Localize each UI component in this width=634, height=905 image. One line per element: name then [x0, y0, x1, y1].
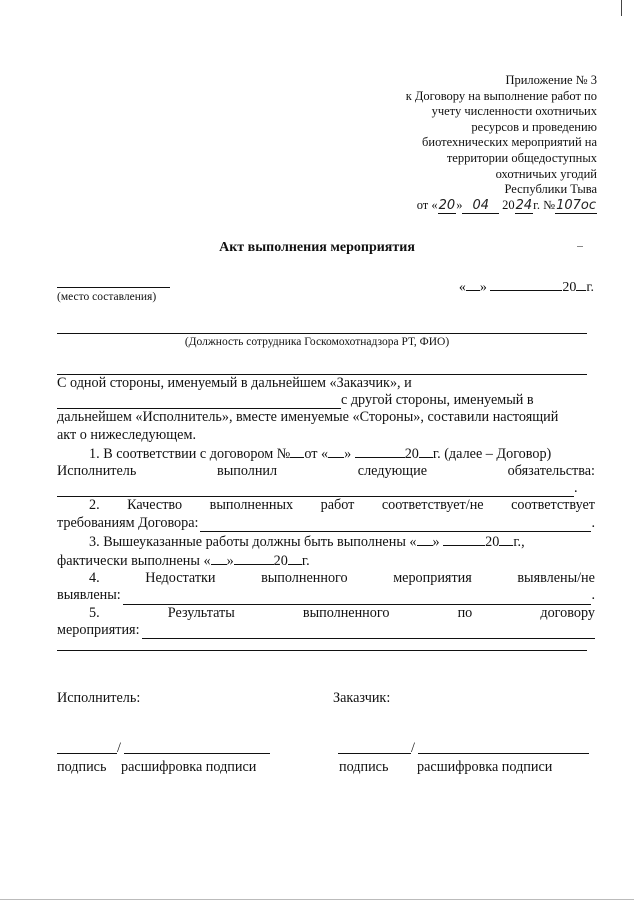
act-date-open: « [458, 280, 466, 295]
customer-slash: / [411, 740, 415, 756]
executor-sign-label: подпись [57, 759, 107, 775]
item-1-line-2 [57, 463, 595, 480]
appendix-date-line [367, 198, 597, 214]
act-date-month-blank [490, 277, 562, 291]
official-blank-line [57, 333, 587, 334]
appendix-date-month: 04 [462, 199, 499, 214]
item-1-period: . [574, 480, 578, 497]
appendix-date-day: 20 [438, 197, 456, 213]
document-title: Акт выполнения мероприятия [219, 240, 415, 255]
item-1-text-c: » [344, 445, 352, 462]
planned-day-blank [417, 532, 433, 546]
appendix-line-1: Приложение № 3 [505, 73, 597, 87]
item-1-text-b: от « [304, 445, 329, 462]
item-5-word-5: договору [540, 604, 595, 621]
appendix-date-prefix: от « [416, 197, 438, 212]
item-3-text-c: 20 [485, 533, 500, 550]
act-date-year-blank [576, 277, 586, 291]
appendix-date-year: 24 [515, 197, 533, 213]
act-date-close: » [479, 280, 487, 295]
scan-edge-line [0, 899, 634, 900]
item-3-text-a: 3. Вышеуказанные работы должны быть выполнены « [89, 533, 417, 550]
contract-year-blank [419, 444, 433, 458]
item-1-word-3: следующие [357, 463, 427, 480]
customer-label: Заказчик: [333, 690, 391, 706]
act-date-day-blank [466, 277, 480, 291]
act-date [459, 277, 594, 296]
appendix-line-6: территории общедоступных [446, 150, 597, 165]
item-1-line-1 [57, 444, 595, 463]
item-2-word-2: Качество [127, 497, 183, 514]
item-5-word-2: Результаты [167, 604, 235, 621]
item-5-word-3: выполненного [302, 604, 390, 621]
planned-year-blank [499, 532, 513, 546]
item-5-word-1: 5. [89, 604, 100, 621]
appendix-year-prefix: 20 [502, 197, 515, 212]
item-3-line-1 [57, 532, 595, 551]
item-3-text-b: » [432, 533, 440, 550]
item-5-label: мероприятия: [57, 621, 140, 638]
place-label: (место составления) [57, 291, 157, 303]
executor-decode-label: расшифровка подписи [121, 759, 257, 775]
customer-signature-line [338, 753, 411, 754]
item-2-word-4: работ [320, 497, 355, 514]
actual-year-blank [288, 551, 302, 565]
scan-speck [577, 246, 583, 247]
item-2-word-5: соответствует/не [381, 497, 484, 514]
item-4-blank [123, 591, 592, 605]
item-5-blank [142, 625, 595, 639]
body-paragraph-4: акт о нижеследующем. [57, 426, 196, 443]
results-extra-line [57, 650, 587, 651]
item-5-line-2 [57, 622, 595, 639]
item-4-word-2: Недостатки [145, 570, 216, 587]
item-1-word-1: Исполнитель [57, 463, 137, 480]
item-2-period: . [591, 514, 595, 531]
item-4-period: . [591, 587, 595, 604]
item-4-line-2 [57, 587, 595, 604]
item-2-word-6: соответствует [511, 497, 595, 514]
executor-signature-line [57, 753, 117, 754]
appendix-line-2: к Договору на выполнение работ по [405, 88, 597, 103]
item-4-label: выявлены: [57, 587, 121, 604]
actual-day-blank [211, 551, 227, 565]
item-5-word-4: по [457, 604, 473, 621]
scan-mark-top [621, 0, 622, 16]
appendix-line-5: биотехнических мероприятий на [422, 135, 597, 150]
customer-decode-label: расшифровка подписи [417, 759, 553, 775]
customer-sign-label: подпись [339, 759, 389, 775]
official-caption: (Должность сотрудника Госкомохотнадзора РТ, ФИО) [184, 336, 450, 348]
planned-month-blank [443, 532, 485, 546]
item-2-line-1 [57, 497, 595, 514]
item-1-text-e: г. (далее – Договор) [432, 445, 552, 462]
appendix-number: 107ос [556, 197, 596, 213]
item-3-actual-c: 20 [273, 553, 288, 570]
act-date-year-prefix: 20 [562, 280, 577, 295]
item-1-text-a: 1. В соответствии с договором № [89, 445, 291, 462]
place-blank-line [57, 287, 170, 288]
act-date-year-suffix: г. [586, 280, 594, 295]
item-2-word-3: выполненных [209, 497, 294, 514]
customer-decode-line [418, 753, 589, 754]
item-2-word-1: 2. [89, 497, 100, 514]
item-5-line-1 [57, 605, 595, 622]
item-3-line-2 [57, 551, 595, 570]
appendix-line-4: ресурсов и проведению [471, 119, 597, 134]
item-3-actual-a: фактически выполнены « [57, 553, 211, 570]
appendix-number-label: г. № [533, 197, 556, 212]
item-3-text-d: г., [513, 533, 525, 550]
appendix-line-3: учету численности охотничьих [431, 104, 597, 119]
actual-month-blank [234, 551, 274, 565]
item-2-blank [200, 518, 591, 532]
appendix-block [367, 73, 597, 214]
appendix-line-7: охотничьих угодий [495, 166, 597, 181]
item-1-word-4: обязательства: [507, 463, 595, 480]
body-paragraph-2-tail: с другой стороны, именуемый в [341, 392, 534, 409]
executor-decode-line [124, 753, 270, 754]
item-4-line-1 [57, 570, 595, 587]
item-4-word-1: 4. [89, 570, 100, 587]
executor-label: Исполнитель: [57, 690, 141, 706]
item-4-word-3: выполненного [261, 570, 348, 587]
contract-month-blank [355, 444, 405, 458]
contract-number-blank [290, 444, 304, 458]
body-paragraph-1: С одной стороны, именуемый в дальнейшем «Заказчик», и [57, 375, 412, 391]
item-1-line-3 [57, 480, 595, 497]
contract-day-blank [328, 444, 344, 458]
item-4-word-5: выявлены/не [517, 570, 595, 587]
appendix-line-8: Республики Тыва [504, 182, 597, 197]
item-1-text-d: 20 [404, 445, 419, 462]
item-3-actual-d: г. [301, 553, 310, 570]
body-paragraph-2 [57, 392, 595, 409]
executor-slash: / [117, 740, 121, 756]
item-2-line-2 [57, 515, 595, 532]
item-1-word-2: выполнил [217, 463, 278, 480]
appendix-date-sep: » [456, 197, 463, 212]
body-paragraph-3: дальнейшем «Исполнитель», вместе именуемые «Стороны», составили настоящий [57, 409, 559, 426]
item-3-actual-b: » [226, 553, 234, 570]
item-4-word-4: мероприятия [393, 570, 472, 587]
executor-name-blank [57, 395, 341, 409]
act-body [57, 375, 595, 639]
item-2-label: требованиям Договора: [57, 514, 199, 531]
obligations-blank [57, 483, 574, 497]
